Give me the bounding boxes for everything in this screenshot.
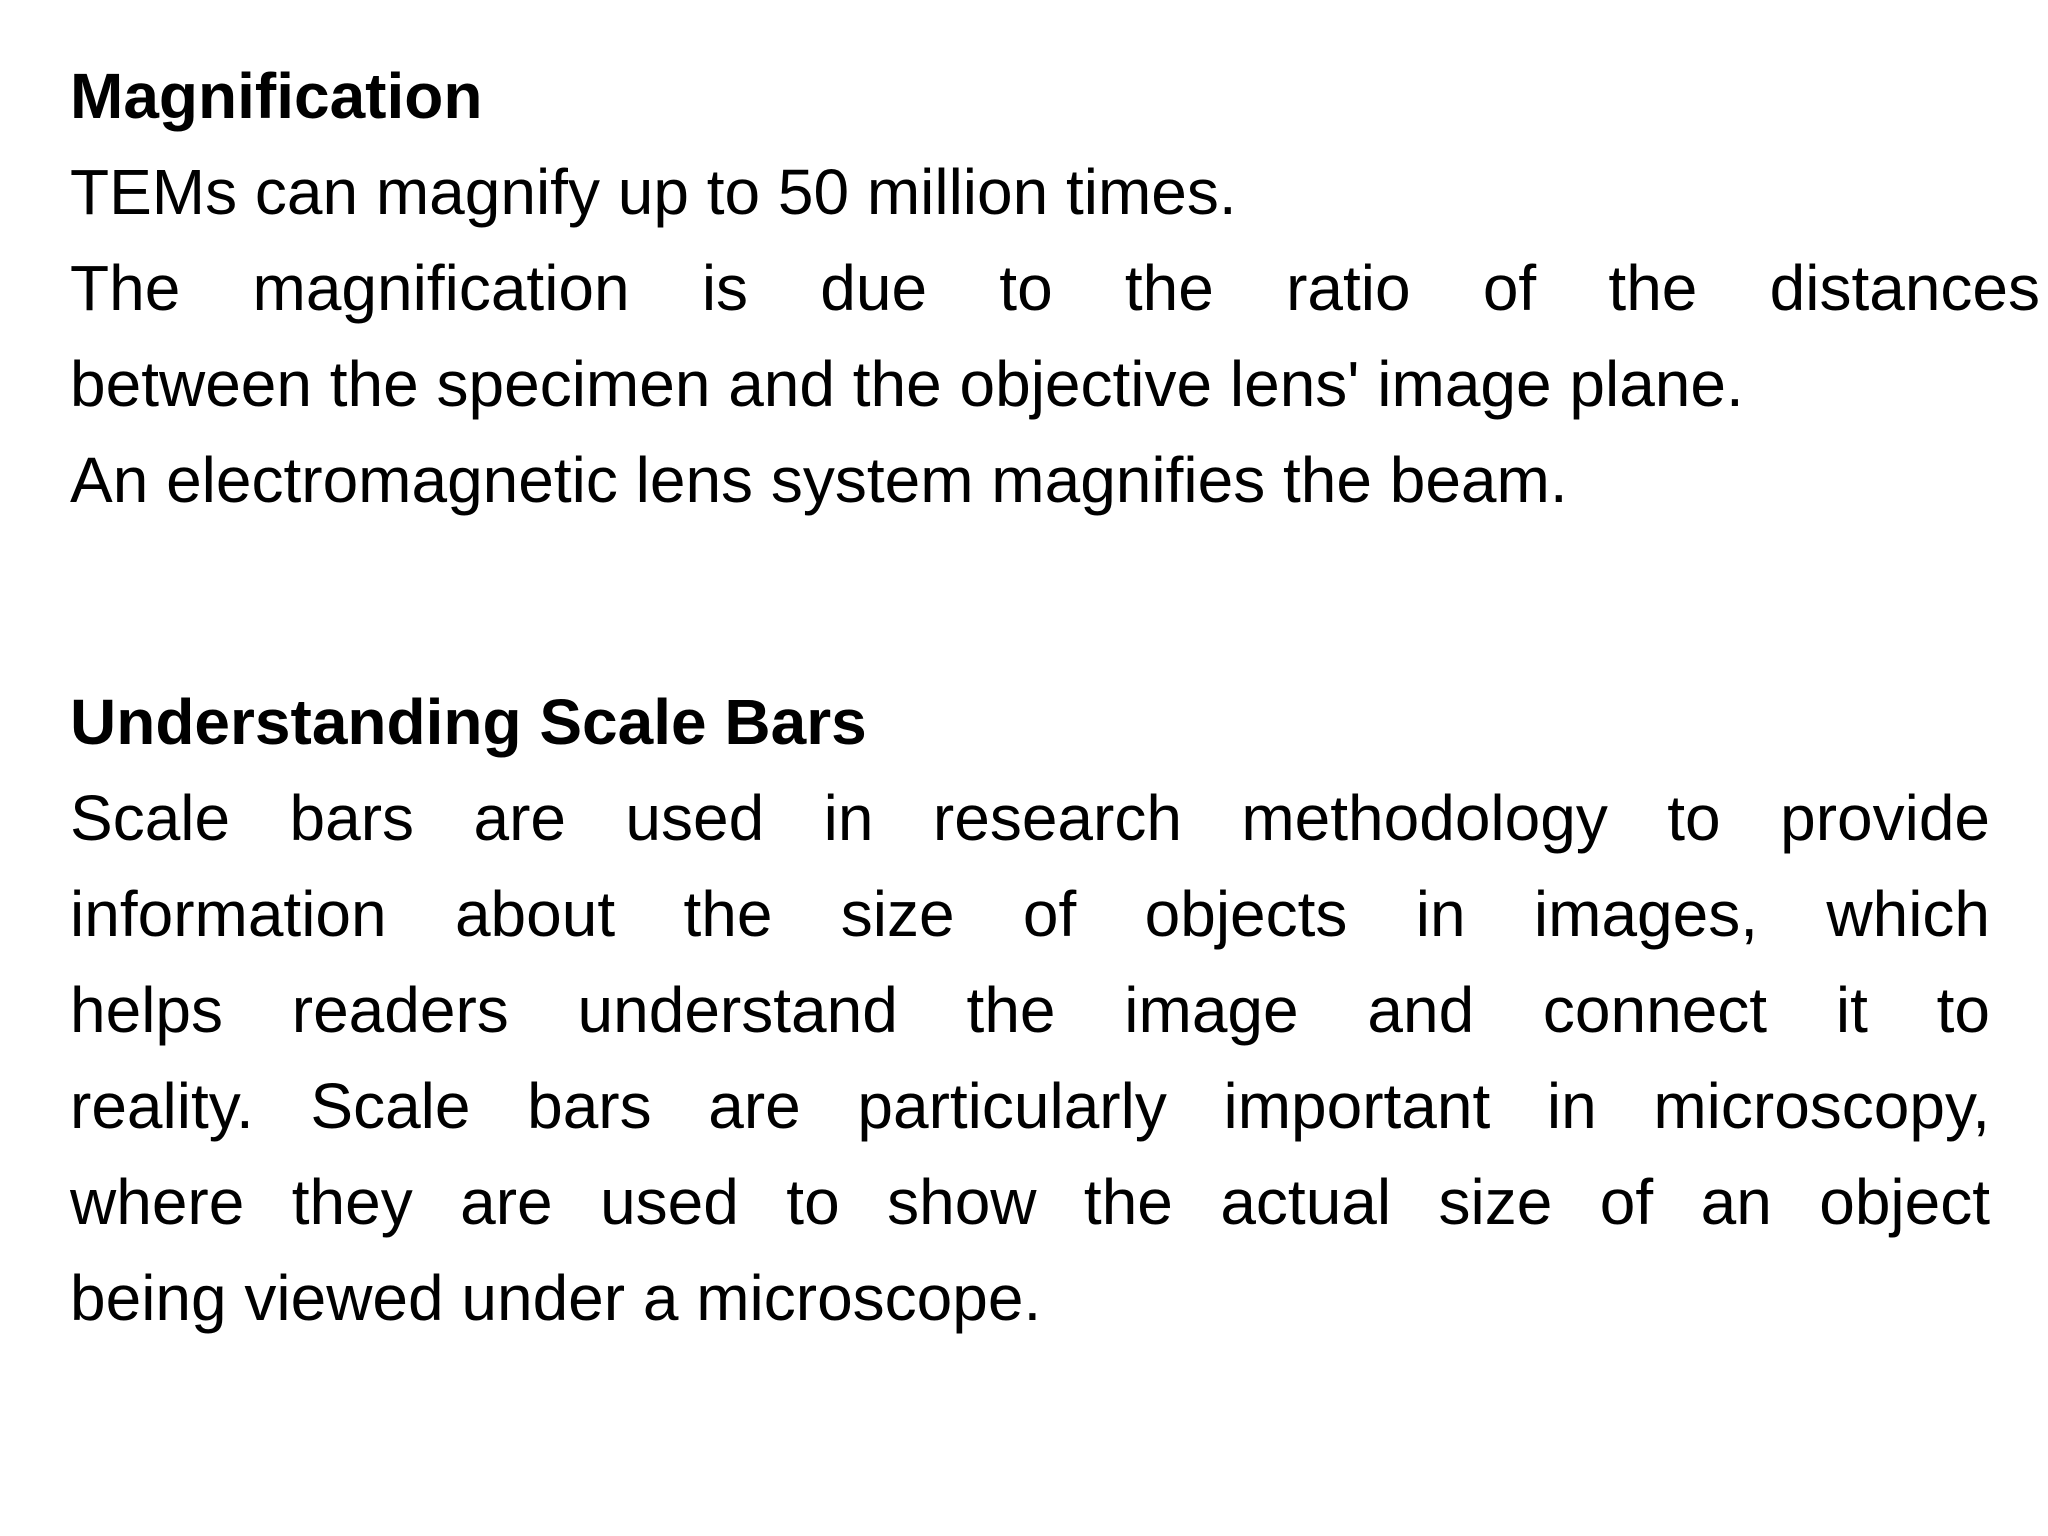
magnification-heading: Magnification: [70, 60, 483, 132]
scale-bars-line-3: helps readers understand the image and connect it to: [70, 974, 1990, 1046]
scale-bars-line-4: reality. Scale bars are particularly important in microscopy,: [70, 1070, 1990, 1142]
scale-bars-line-1: Scale bars are used in research methodology to provide: [70, 782, 1990, 854]
magnification-line-4: An electromagnetic lens system magnifies the beam.: [70, 444, 1568, 516]
slide-content: [70, 0, 2040, 1536]
scale-bars-line-2: information about the size of objects in images, which: [70, 878, 1990, 950]
magnification-line-2: The magnification is due to the ratio of the distances: [70, 252, 2040, 324]
scale-bars-line-6: being viewed under a microscope.: [70, 1262, 1042, 1334]
magnification-line-3: between the specimen and the objective lens' image plane.: [70, 348, 1744, 420]
scale-bars-heading: Understanding Scale Bars: [70, 686, 867, 758]
scale-bars-line-5: where they are used to show the actual size of an object: [70, 1166, 1990, 1238]
magnification-line-1: TEMs can magnify up to 50 million times.: [70, 156, 1237, 228]
